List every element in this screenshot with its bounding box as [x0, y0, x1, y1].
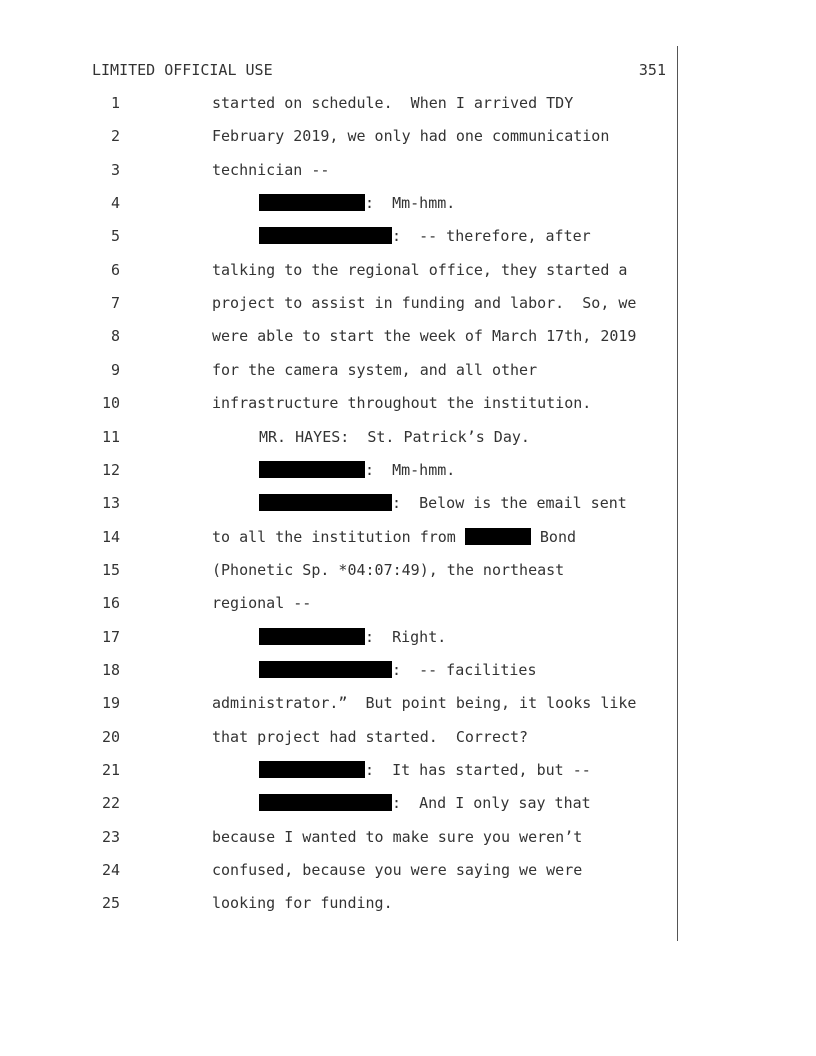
- line-number: 10: [101, 394, 120, 413]
- transcript-line: [0, 161, 816, 183]
- line-number: 18: [101, 660, 120, 679]
- line-number: 19: [101, 694, 120, 713]
- line-text: [259, 494, 627, 512]
- redaction-block: [259, 761, 365, 778]
- line-number: 7: [110, 294, 120, 313]
- line-text: [212, 361, 537, 379]
- redaction-block: [259, 227, 392, 244]
- line-text: [259, 761, 591, 779]
- line-text-segment: : -- therefore, after: [392, 227, 591, 246]
- line-number: 15: [101, 560, 120, 579]
- line-text: [259, 227, 591, 245]
- line-text-segment: : And I only say that: [392, 794, 591, 813]
- redaction-block: [259, 461, 365, 478]
- line-text: [212, 561, 564, 579]
- line-text: [259, 628, 446, 646]
- line-text: [212, 127, 609, 145]
- line-text: [212, 161, 329, 179]
- redaction-block: [465, 528, 531, 545]
- line-number: 5: [110, 227, 120, 246]
- line-text-segment: confused, because you were saying we were: [212, 861, 583, 880]
- line-text: [259, 428, 530, 446]
- line-number: 3: [110, 160, 120, 179]
- line-text-segment: technician --: [212, 160, 330, 179]
- line-text-segment: started on schedule. When I arrived TDY: [212, 94, 574, 112]
- line-text-segment: Bond: [530, 527, 577, 546]
- line-text-segment: : Right.: [365, 627, 447, 646]
- line-text-segment: administrator.” But point being, it looks like: [212, 694, 637, 713]
- line-text: [212, 394, 591, 412]
- transcript-line: [0, 127, 816, 149]
- line-text-segment: : Below is the email sent: [392, 494, 627, 513]
- line-number: 12: [101, 460, 120, 479]
- redaction-block: [259, 794, 392, 811]
- line-number: 17: [101, 627, 120, 646]
- transcript-line: [0, 794, 816, 816]
- transcript-line: [0, 561, 816, 583]
- line-text-segment: February 2019, we only had one communication: [212, 127, 610, 146]
- transcript-line: [0, 94, 816, 116]
- line-text: [259, 794, 591, 812]
- line-number: 4: [110, 194, 120, 213]
- line-text-segment: MR. HAYES: St. Patrick’s Day.: [259, 427, 530, 446]
- line-number: 22: [101, 794, 120, 813]
- line-text-segment: (Phonetic Sp. *04:07:49), the northeast: [212, 560, 565, 579]
- transcript-line: [0, 594, 816, 616]
- line-text-segment: : It has started, but --: [365, 761, 591, 779]
- transcript-line: [0, 261, 816, 283]
- line-number: 2: [110, 127, 120, 146]
- line-number: 13: [101, 494, 120, 513]
- line-number: 1: [110, 94, 120, 112]
- line-text-segment: regional --: [212, 594, 312, 613]
- line-number: 9: [110, 360, 120, 379]
- transcript-line: [0, 828, 816, 850]
- transcript-line: [0, 694, 816, 716]
- redaction-block: [259, 194, 365, 211]
- line-number: 23: [101, 827, 120, 846]
- line-number: 25: [101, 894, 120, 913]
- line-text: [212, 528, 576, 546]
- line-text-segment: talking to the regional office, they started a: [212, 260, 628, 279]
- line-text-segment: : Mm-hmm.: [365, 460, 456, 479]
- transcript-line: [0, 394, 816, 416]
- line-text: [212, 728, 528, 746]
- redaction-block: [259, 628, 365, 645]
- transcript-line: [0, 661, 816, 683]
- redaction-block: [259, 661, 392, 678]
- transcript-line: [0, 628, 816, 650]
- line-number: 8: [110, 327, 120, 346]
- transcript-line: [0, 728, 816, 750]
- transcript-line: [0, 761, 816, 783]
- line-text-segment: infrastructure throughout the institution.: [212, 394, 592, 413]
- line-text-segment: to all the institution from: [212, 527, 465, 546]
- transcript-line: [0, 861, 816, 883]
- line-text: [259, 661, 537, 679]
- transcript-line: [0, 327, 816, 349]
- line-text-segment: project to assist in funding and labor. So, we: [212, 294, 637, 313]
- line-text: [212, 327, 636, 345]
- line-text-segment: : -- facilities: [392, 660, 537, 679]
- line-text: [259, 461, 455, 479]
- line-number: 20: [101, 727, 120, 746]
- redaction-block: [259, 494, 392, 511]
- line-number: 6: [110, 260, 120, 279]
- transcript-line: [0, 294, 816, 316]
- transcript-line: [0, 461, 816, 483]
- page-number: 351: [638, 61, 666, 79]
- line-text-segment: looking for funding.: [212, 894, 393, 913]
- transcript-line: [0, 428, 816, 450]
- line-text: [212, 828, 582, 846]
- line-number: 21: [101, 761, 120, 779]
- line-number: 16: [101, 594, 120, 613]
- transcript-line: [0, 528, 816, 550]
- line-text: [212, 861, 582, 879]
- line-text: [212, 694, 636, 712]
- line-text-segment: were able to start the week of March 17th, 2019: [212, 327, 637, 346]
- line-text: [212, 894, 393, 912]
- line-text: [212, 94, 573, 112]
- transcript-line: [0, 361, 816, 383]
- line-text-segment: that project had started. Correct?: [212, 727, 529, 746]
- line-text-segment: : Mm-hmm.: [365, 194, 456, 213]
- transcript-line: [0, 894, 816, 916]
- line-text: [212, 594, 311, 612]
- classification-header: LIMITED OFFICIAL USE: [92, 61, 273, 79]
- line-text: [212, 294, 636, 312]
- line-number: 24: [101, 861, 120, 880]
- line-text: [212, 261, 627, 279]
- line-number: 11: [101, 427, 120, 446]
- line-text-segment: for the camera system, and all other: [212, 360, 538, 379]
- line-text: [259, 194, 455, 212]
- transcript-line: [0, 194, 816, 216]
- line-number: 14: [101, 527, 120, 546]
- line-text-segment: because I wanted to make sure you weren’t: [212, 827, 583, 846]
- transcript-line: [0, 494, 816, 516]
- transcript-line: [0, 227, 816, 249]
